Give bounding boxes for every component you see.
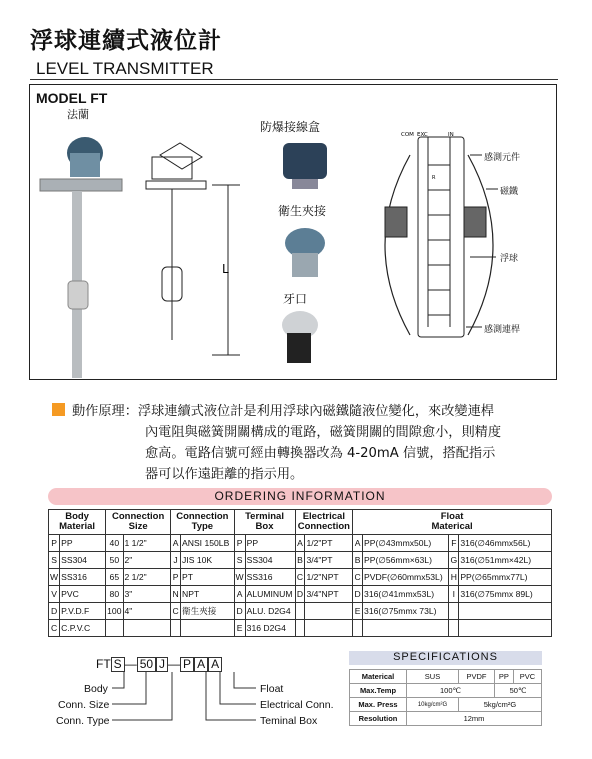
code-cell: V [49,586,60,603]
model-label: MODEL FT [36,90,108,106]
table-row [49,620,552,637]
code-cell: B [295,552,305,569]
code-cell: D [353,586,363,603]
code-conn-type-label: Conn. Type [56,715,110,727]
value-cell: 1 1/2" [123,535,171,552]
code-cell: A [171,535,181,552]
code-cell: C [171,603,181,620]
code-prefix: FT [96,657,111,671]
code-cell: A [234,586,245,603]
value-cell: ANSI 150LB [181,535,235,552]
page-subtitle: LEVEL TRANSMITTER [36,59,214,78]
thread-caption: 牙口 [283,292,308,306]
code-cell: A [353,535,363,552]
principle-text-line-2: 內電阻與磁簧開關構成的電路，磁簧開關的間隙愈小，則精度 [145,425,502,440]
spec-row-resolution [350,712,542,726]
code-cell: S [234,552,245,569]
value-cell: 316(∅51mm×42L) [459,552,552,569]
spec-cell: PVC [513,670,541,684]
code-cell: 80 [106,586,123,603]
spec-label: Resolution [350,712,407,726]
value-cell: PVDF(∅60mmx53L) [363,569,449,586]
spec-cell: 100℃ [407,684,495,698]
code-conn-size-label: Conn. Size [58,699,110,711]
title-divider [30,79,558,80]
code-terminal-box: P [180,657,194,672]
explosion-box-caption: 防爆接線盒 [260,120,321,134]
spec-table [349,669,542,726]
code-cell: D [295,586,305,603]
code-cell: B [353,552,363,569]
code-cell: P [234,535,245,552]
code-cell: D [234,603,245,620]
code-body-box: S [111,657,125,672]
page-title: 浮球連續式液位計 [30,28,222,54]
value-cell [181,620,235,637]
product-figure [30,95,555,378]
spec-cell: 50℃ [494,684,541,698]
code-dash-2: — [168,657,181,671]
value-cell: 1/2"NPT [305,569,353,586]
value-cell: 316(∅41mmx53L) [363,586,449,603]
code-cell: E [234,620,245,637]
header-body-material: Body Material [49,510,106,535]
spec-label: Max. Press [350,698,407,712]
model-code [96,657,222,672]
code-cell: C [295,569,305,586]
sensor-element-caption: 感測元件 [484,153,521,163]
value-cell: SS304 [60,552,106,569]
value-cell: SS316 [245,569,295,586]
spec-row-press [350,698,542,712]
code-cell [171,620,181,637]
code-cell [353,620,363,637]
value-cell [459,603,552,620]
dimension-drawing [146,143,240,355]
length-label: L [222,262,229,276]
code-cell: 40 [106,535,123,552]
value-cell: ALUMINUM [245,586,295,603]
flange-transmitter-drawing [40,137,122,378]
ordering-header-row [49,510,552,535]
code-conn-type-box: J [156,657,168,672]
principle-diagram [385,137,498,337]
header-electrical-connection: Electrical Connection [295,510,353,535]
spec-label: Max.Temp [350,684,407,698]
spec-cell: PP [494,670,513,684]
value-cell: ALU. D2G4 [245,603,295,620]
float-caption: 浮球 [500,254,519,264]
value-cell: C.P.V.C [60,620,106,637]
value-cell: 2" [123,552,171,569]
code-cell: C [353,569,363,586]
sanitary-clamp-head-drawing [285,228,325,277]
value-cell [305,620,353,637]
code-terminal-label: Teminal Box [260,715,318,727]
magnet-caption: 磁鐵 [500,187,519,197]
table-row [49,552,552,569]
code-cell [295,603,305,620]
table-row [49,569,552,586]
bullet-marker [52,403,65,416]
value-cell: PVC [60,586,106,603]
thread-head-drawing [282,311,318,363]
code-cell: 65 [106,569,123,586]
value-cell: NPT [181,586,235,603]
spec-cell: 5kg/cm²G [458,698,541,712]
value-cell: PP(∅43mmx50L) [363,535,449,552]
value-cell: 3" [123,586,171,603]
spec-cell: 12mm [407,712,542,726]
header-connection-size: Connection Size [106,510,171,535]
code-cell: N [171,586,181,603]
code-cell [449,620,459,637]
value-cell: SS316 [60,569,106,586]
value-cell [459,620,552,637]
code-cell: C [49,620,60,637]
ordering-title: ORDERING INFORMATION [214,489,386,503]
value-cell: 2 1/2" [123,569,171,586]
code-cell: P [49,535,60,552]
code-cell: F [449,535,459,552]
value-cell: 衛生夾接 [181,603,235,620]
value-cell: PP [60,535,106,552]
resistor-label: R [432,175,436,181]
code-size-box: 50 [137,657,156,672]
value-cell: PP [245,535,295,552]
code-float-box: A [208,657,222,672]
principle-text-line-4: 器可以作遠距離的指示用。 [145,467,304,482]
code-cell [449,603,459,620]
ordering-table [48,509,552,637]
value-cell: 3/4"PT [305,552,353,569]
header-terminal-box: Terminal Box [234,510,295,535]
code-cell [295,620,305,637]
spec-cell: PVDF [458,670,494,684]
code-cell: G [449,552,459,569]
code-float-label: Float [260,683,284,695]
spec-row-material [350,670,542,684]
code-electrical-box: A [194,657,208,672]
value-cell: P.V.D.F [60,603,106,620]
value-cell: 1/2"PT [305,535,353,552]
explosion-proof-box-drawing [283,143,327,189]
value-cell: 316(∅75mmx 73L) [363,603,449,620]
code-dash: — [124,657,137,671]
value-cell: PP(∅56mm×63L) [363,552,449,569]
sanitary-clamp-caption: 衛生夾接 [278,204,327,218]
spec-label: Materical [350,670,407,684]
code-cell: J [171,552,181,569]
code-cell: E [353,603,363,620]
table-row [49,603,552,620]
header-connection-type: Connection Type [171,510,234,535]
sensing-rod-caption: 感測連桿 [484,325,521,335]
code-cell: I [449,586,459,603]
code-cell: 50 [106,552,123,569]
value-cell: 4" [123,603,171,620]
spec-row-temp [350,684,542,698]
exc-terminal-label: EXC [417,132,428,138]
value-cell: PP(∅65mmx77L) [459,569,552,586]
value-cell [363,620,449,637]
code-cell: H [449,569,459,586]
code-cell: D [49,603,60,620]
spec-cell: SUS [407,670,459,684]
flange-caption: 法蘭 [67,108,89,121]
value-cell: JIS 10K [181,552,235,569]
principle-text-line-3: 愈高。電路信號可經由轉換器改為 4-20mA 信號，搭配指示 [145,446,496,461]
header-float-material: Float Materical [353,510,552,535]
table-row [49,535,552,552]
value-cell: 316 D2G4 [245,620,295,637]
code-cell: 100 [106,603,123,620]
value-cell: PT [181,569,235,586]
value-cell: 316(∅75mmx 89L) [459,586,552,603]
value-cell: 316(∅46mmx56L) [459,535,552,552]
in-terminal-label: IN [448,132,454,138]
principle-text-line-1: 動作原理：浮球連續式液位計是利用浮球內磁鐵隨液位變化，來改變連桿 [72,404,494,419]
spec-title: SPECIFICATIONS [393,651,498,663]
code-cell: W [49,569,60,586]
code-cell: W [234,569,245,586]
spec-cell: 10kg/cm²G [407,698,459,712]
code-cell: S [49,552,60,569]
code-electrical-label: Electrical Conn. [260,699,334,711]
table-row [49,586,552,603]
code-leader-lines [110,672,270,727]
code-body-label: Body [84,683,108,695]
value-cell [305,603,353,620]
value-cell: 3/4"NPT [305,586,353,603]
value-cell [123,620,171,637]
code-cell: P [171,569,181,586]
code-cell [106,620,123,637]
code-cell: A [295,535,305,552]
com-terminal-label: COM [401,132,414,138]
value-cell: SS304 [245,552,295,569]
